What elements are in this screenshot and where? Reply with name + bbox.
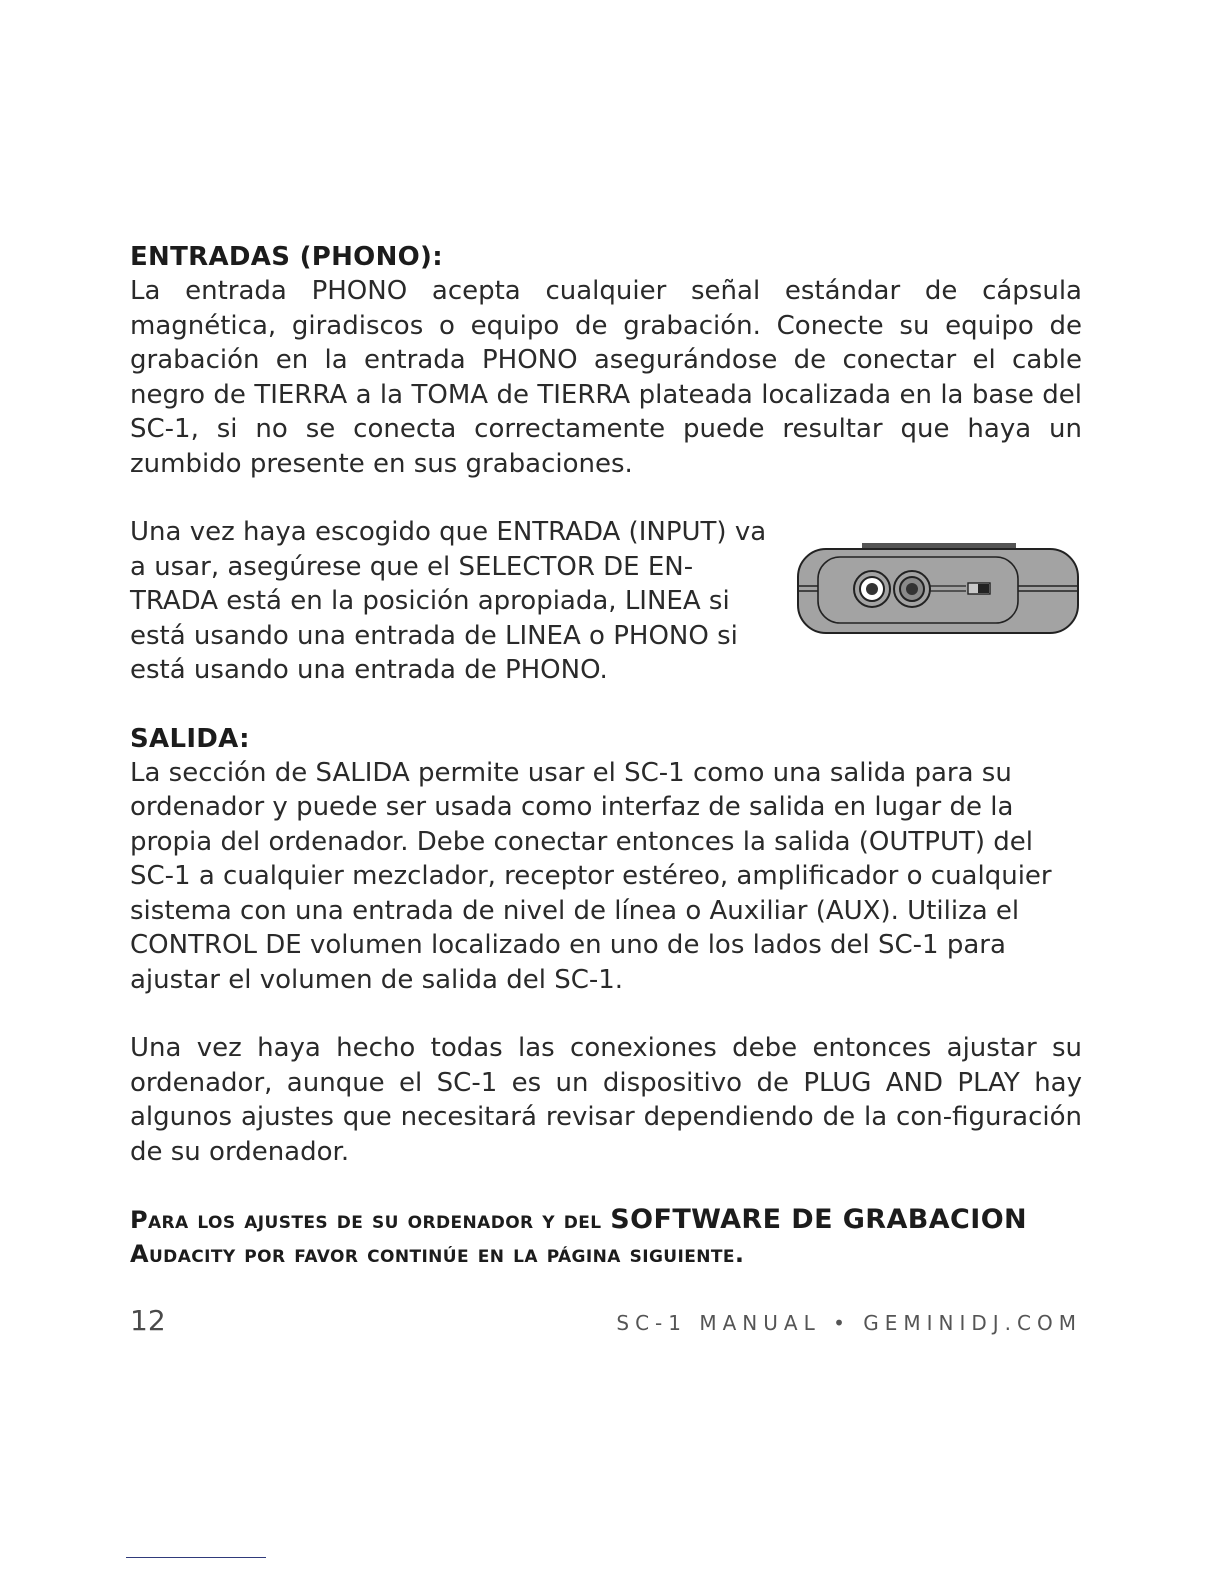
page-content [130, 240, 1082, 1271]
page-footer [130, 1304, 1082, 1337]
input-selector-switch-icon [968, 583, 990, 594]
running-title: SC-1 MANUAL • GEMINIDJ.COM [616, 1311, 1082, 1335]
note-part-1: Para los ajustes de su ordenador y del [130, 1206, 611, 1234]
note-part-2: SOFTWARE DE GRABACION [610, 1204, 1028, 1235]
input-selector-paragraph: Una vez haya escogido que ENTRADA (INPUT) va a usar, asegúrese que el SELECTOR DE EN-TRADA está en la posición apropiada, LINEA si está usando una entrada de LINEA o PHONO si está usando una entrada de PHONO. [130, 517, 767, 685]
rca-jack-left-icon [854, 571, 890, 607]
phono-heading: ENTRADAS (PHONO): [130, 242, 443, 272]
phono-paragraph: La entrada PHONO acepta cualquier señal estándar de cápsula magnética, giradiscos o equipo de grabación. Conecte su equipo de grabación en la entrada PHONO asegurándose de conectar el cable negro de TIERRA a la TOMA de TIERRA plateada localizada en la base del SC-1, si no se conecta correctamente puede resultar que haya un zumbido presente en sus grabaciones. [130, 276, 1082, 479]
footnote-rule [126, 1557, 266, 1558]
setup-paragraph: Una vez haya hecho todas las conexiones debe entonces ajustar su ordenador, aunque el SC-1 es un dispositivo de PLUG AND PLAY hay algunos ajustes que necesitará revisar dependiendo de la con-figuración de su ordenador. [130, 1033, 1082, 1167]
next-page-note [130, 1203, 1082, 1271]
sc1-device-illustration [796, 539, 1082, 639]
note-part-3: Audacity por favor continúe en la página siguiente. [130, 1240, 745, 1268]
output-heading: SALIDA: [130, 723, 250, 754]
output-paragraph: La sección de SALIDA permite usar el SC-1 como una salida para su ordenador y puede ser usada como interfaz de salida en lugar de la propia del ordenador. Debe conectar entonces la salida (OUTPUT) del SC-1 a cualquier mezclador, receptor estéreo, amplificador o cualquier sistema con una entrada de nivel de línea o Auxiliar (AUX). Utiliza el CONTROL DE volumen localizado en uno de los lados del SC-1 para ajustar el volumen de salida del SC-1. [130, 757, 1052, 995]
input-selector-block [130, 515, 1082, 688]
page-number: 12 [130, 1304, 166, 1337]
rca-jack-right-icon [894, 571, 930, 607]
